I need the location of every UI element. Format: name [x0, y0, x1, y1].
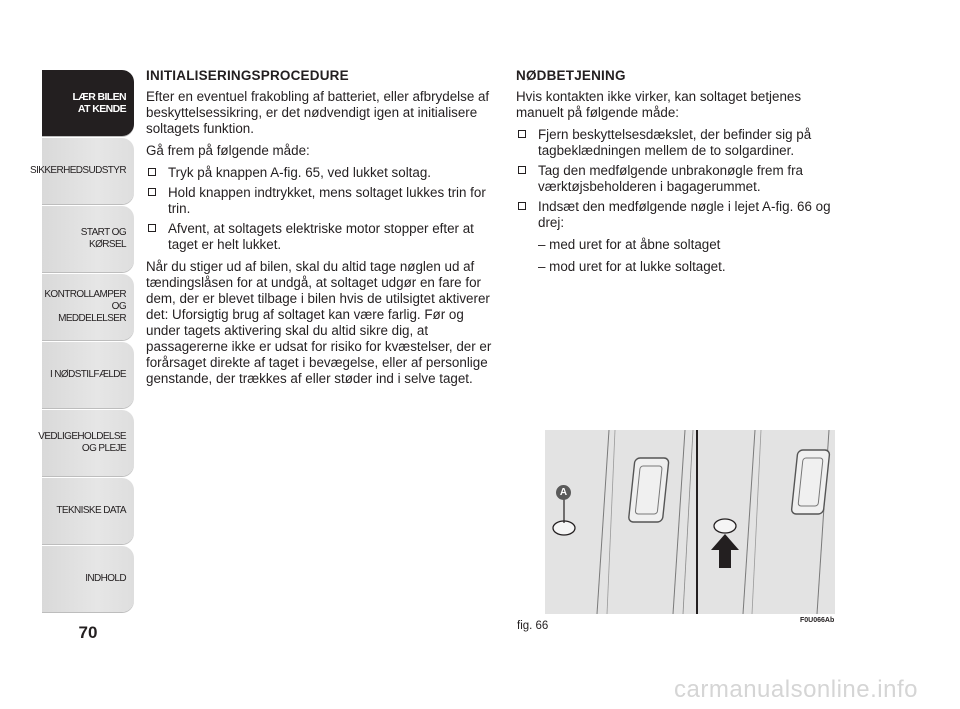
tab-i-nodstilfaelde[interactable]: [42, 342, 134, 408]
callout-a-badge: A: [556, 485, 571, 500]
paragraph: Hvis kontakten ikke virker, kan soltaget betjenes manuelt på følgende måde:: [516, 89, 802, 120]
left-column: [146, 68, 496, 393]
watermark-text: carmanualsonline.info: [674, 676, 918, 703]
list-item-text: Hold knappen indtrykket, mens soltaget lukkes trin for trin.: [168, 185, 486, 216]
list-item: [516, 127, 846, 159]
right-column: [516, 68, 846, 281]
roof-illustration: [545, 430, 835, 614]
step-list: [516, 127, 846, 231]
sub-item: – mod uret for at lukke soltaget.: [538, 259, 726, 274]
tab-label: LÆR BILEN AT KENDE: [72, 91, 126, 115]
tab-laer-bilen-at-kende[interactable]: [42, 70, 134, 136]
list-item-text: Indsæt den medfølgende nøgle i lejet A-fig. 66 og drej:: [538, 199, 831, 230]
checkbox-bullet-icon: [518, 202, 526, 210]
tab-start-og-korsel[interactable]: [42, 206, 134, 272]
warning-paragraph: Når du stiger ud af bilen, skal du altid tage nøglen ud af tændingslåsen for at undgå, at soltaget udgør en fare for dem, der er blevet tilbage i bilen hvis de utilsigtet aktiverer det: Uforsigtig brug af soltaget kan være farlig. Før og under tagets aktivering skal du altid sikre dig, at passagererne ikke er udsat for risiko for kvæstelser, der er forårsaget direkte af taget i bevægelse, eller af personlige genstande, der trækkes af eller støder ind i selve taget.: [146, 259, 492, 386]
list-item: [146, 185, 496, 217]
list-item-text: Tryk på knappen A-fig. 65, ved lukket soltag.: [168, 165, 431, 180]
tab-label: INDHOLD: [85, 573, 126, 584]
list-item-text: Tag den medfølgende unbrakonøgle frem fra værktøjsbeholderen i bagagerummet.: [538, 163, 803, 194]
figure-66-illustration: [545, 430, 835, 614]
list-item-text: Fjern beskyttelsesdækslet, der befinder sig på tagbeklædningen mellem de to solgardiner.: [538, 127, 812, 158]
list-item: [146, 221, 496, 253]
checkbox-bullet-icon: [148, 168, 156, 176]
checkbox-bullet-icon: [518, 166, 526, 174]
list-item: [146, 165, 496, 181]
section-heading: INITIALISERINGSPROCEDURE: [146, 68, 349, 83]
tab-label: I NØDSTILFÆLDE: [49, 369, 126, 380]
chapter-sidebar: [30, 70, 134, 614]
tab-tekniske-data[interactable]: [42, 478, 134, 544]
figure-caption: fig. 66: [517, 620, 549, 632]
checkbox-bullet-icon: [518, 130, 526, 138]
tab-kontrollamper[interactable]: [42, 274, 134, 340]
tab-label: TEKNISKE DATA: [56, 505, 126, 516]
list-item-text: Afvent, at soltagets elektriske motor stopper efter at taget er helt lukket.: [168, 221, 474, 252]
page-number: 70: [78, 623, 98, 642]
tab-vedligeholdelse[interactable]: [38, 410, 134, 476]
section-heading: NØDBETJENING: [516, 68, 626, 83]
checkbox-bullet-icon: [148, 188, 156, 196]
tab-indhold[interactable]: [42, 546, 134, 612]
tab-label: START OG KØRSEL: [80, 227, 126, 250]
list-item: [516, 163, 846, 195]
tab-label: SIKKERHEDSUDSTYR: [30, 165, 126, 176]
tab-label: VEDLIGEHOLDELSE OG PLEJE: [38, 431, 126, 454]
list-item: [516, 199, 846, 231]
paragraph: Efter en eventuel frakobling af batteriet, eller afbrydelse af beskyttelsessikring, er det nødvendigt igen at initialisere soltagets funktion.: [146, 89, 490, 136]
tab-sikkerhedsudstyr[interactable]: [30, 138, 134, 204]
step-list: [146, 165, 496, 253]
figure-code: F0U066Ab: [800, 617, 835, 624]
sub-item: – med uret for at åbne soltaget: [538, 237, 721, 252]
tab-label: KONTROLLAMPER OG MEDDELELSER: [44, 289, 126, 324]
paragraph: Gå frem på følgende måde:: [146, 143, 310, 158]
checkbox-bullet-icon: [148, 224, 156, 232]
